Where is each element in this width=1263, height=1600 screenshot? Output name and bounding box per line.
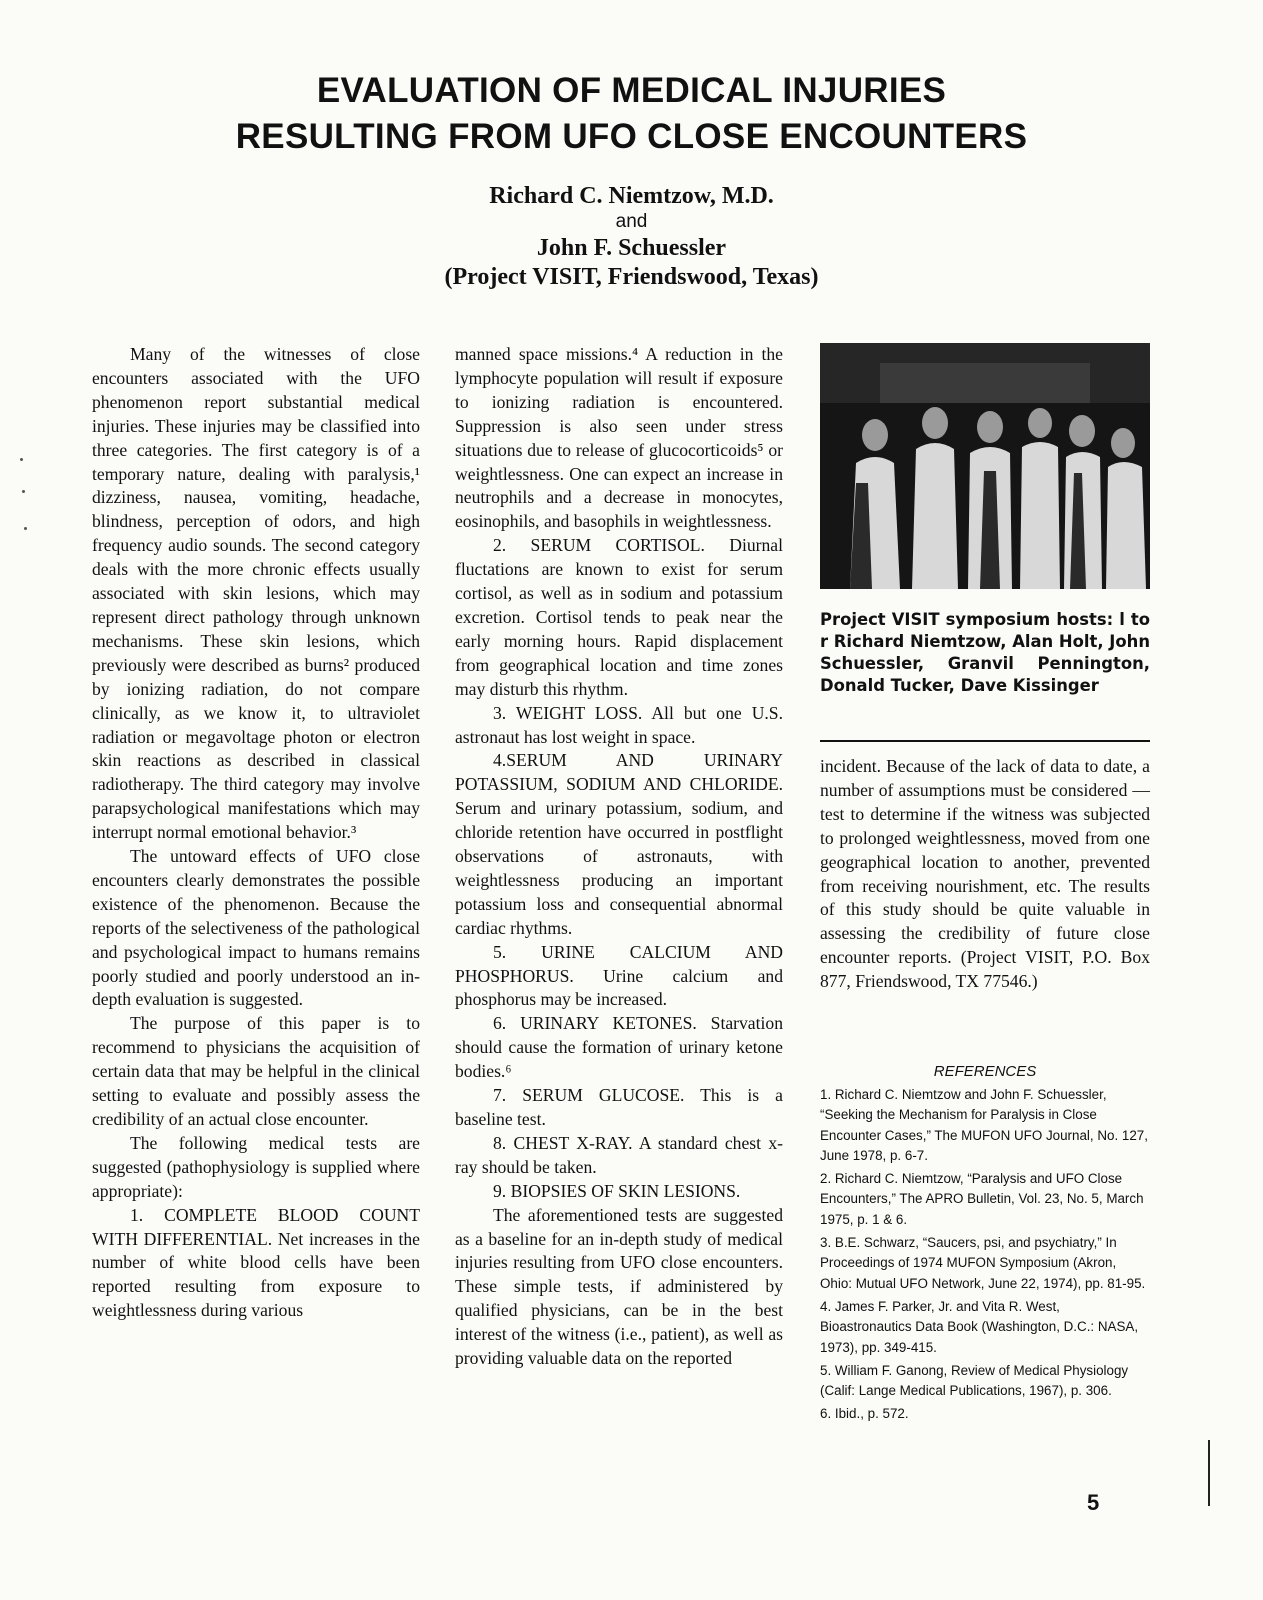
paragraph: 1. COMPLETE BLOOD COUNT WITH DIFFERENTIAL. Net increases in the number of white blood cells have been reported resulting from exposure to weightlessness during various	[92, 1204, 420, 1321]
paragraph: The untoward effects of UFO close encounters clearly demonstrates the possible existence of the phenomenon. Because the reports of the selectiveness of the pathological and psychological impact to humans remains poorly studied and poorly understood an in-depth evaluation is suggested.	[92, 846, 420, 1010]
author-1: Richard C. Niemtzow, M.D.	[489, 183, 774, 209]
paragraph: 3. WEIGHT LOSS. All but one U.S. astronaut has lost weight in space.	[455, 702, 783, 747]
group-photo	[820, 343, 1150, 589]
paragraph: 4.SERUM AND URINARY POTASSIUM, SODIUM AND CHLORIDE. Serum and urinary potassium, sodium, and chloride retention have occurred in postflight observations of astronauts, with weightlessness producing an important potassium loss and consequential abnormal cardiac rhythms.	[455, 750, 783, 938]
title-line-2: RESULTING FROM UFO CLOSE ENCOUNTERS	[235, 117, 1028, 156]
page-edge-mark	[1208, 1440, 1210, 1506]
reference-item: 3. B.E. Schwarz, “Saucers, psi, and psychiatry,” In Proceedings of 1974 MUFON Symposium (Akron, Ohio: Mutual UFO Network, June 22, 1974), pp. 81-95.	[820, 1235, 1146, 1291]
paragraph: 7. SERUM GLUCOSE. This is a baseline test.	[455, 1085, 783, 1129]
paragraph: incident. Because of the lack of data to date, a number of assumptions must be considered — test to determine if the witness was subjected to prolonged weightlessness, moved from one geographical location to another, prevented from receiving nourishment, etc. The results of this study should be quite valuable in assessing the credibility of future close encounter reports. (Project VISIT, P.O. Box 877, Friendswood, TX 77546.)	[820, 756, 1150, 992]
scan-speck	[20, 458, 23, 461]
title-line-1: EVALUATION OF MEDICAL INJURIES	[316, 71, 947, 110]
caption-divider	[820, 740, 1150, 742]
paragraph: 2. SERUM CORTISOL. Diurnal fluctations are known to exist for serum cortisol, as well as in sodium and potassium excretion. Cortisol tends to peak near the early morning hours. Rapid displacement from geographical location and time zones may disturb this rhythm.	[455, 535, 783, 699]
paragraph: The purpose of this paper is to recommend to physicians the acquisition of certain data that may be helpful in the clinical setting to evaluate and possibly assess the credibility of an actual close encounter.	[92, 1013, 420, 1129]
reference-item: 1. Richard C. Niemtzow and John F. Schuessler, “Seeking the Mechanism for Paralysis in Close Encounter Cases,” The MUFON UFO Journal, No. 127, June 1978, p. 6-7.	[820, 1087, 1148, 1163]
byline-and: and	[615, 211, 648, 232]
references-heading: REFERENCES	[933, 1063, 1037, 1080]
photo-caption: Project VISIT symposium hosts: l to r Richard Niemtzow, Alan Holt, John Schuessler, Granvil Pennington, Donald Tucker, Dave Kissinger	[820, 610, 1150, 695]
reference-item: 6. Ibid., p. 572.	[820, 1406, 909, 1422]
paragraph: 6. URINARY KETONES. Starvation should cause the formation of urinary ketone bodies.⁶	[455, 1013, 783, 1082]
column-3	[820, 755, 1150, 994]
reference-item: 2. Richard C. Niemtzow, “Paralysis and UFO Close Encounters,” The APRO Bulletin, Vol. 23, No. 5, March 1975, p. 1 & 6.	[820, 1171, 1144, 1227]
author-2: John F. Schuessler	[536, 235, 727, 261]
affiliation: (Project VISIT, Friendswood, Texas)	[444, 264, 819, 290]
paragraph: manned space missions.⁴ A reduction in the lymphocyte population will result if exposure to ionizing radiation is encountered. Suppression is also seen under stress situations due to release of glucocorticoids⁵ or weightlessness. One can expect an increase in neutrophils and a decrease in monocytes, eosinophils, and basophils in weightlessness.	[455, 344, 783, 532]
column-1	[92, 343, 420, 1323]
scan-speck	[24, 527, 27, 530]
article-title	[0, 68, 1263, 160]
paragraph: The following medical tests are suggested (pathophysiology is supplied where appropriate):	[92, 1132, 420, 1201]
reference-item: 4. James F. Parker, Jr. and Vita R. West, Bioastronautics Data Book (Washington, D.C.: NASA, 1973), pp. 349-415.	[820, 1298, 1139, 1355]
paragraph: 9. BIOPSIES OF SKIN LESIONS.	[493, 1180, 741, 1201]
paragraph: The aforementioned tests are suggested as a baseline for an in-depth study of medical injuries resulting from UFO close encounters. These simple tests, if administered by qualified physicians, can be in the best interest of the witness (i.e., patient), as well as providing valuable data on the reported	[455, 1204, 783, 1369]
references-list	[820, 1085, 1150, 1428]
paragraph: 5. URINE CALCIUM AND PHOSPHORUS. Urine calcium and phosphorus may be increased.	[455, 941, 783, 1010]
group-photo-image	[820, 343, 1150, 589]
paragraph: Many of the witnesses of close encounters associated with the UFO phenomenon report substantial medical injuries. These injuries may be classified into three categories. The first category is of a temporary nature, dealing with paralysis,¹ dizziness, nausea, vomiting, headache, blindness, perception of odors, and high frequency audio sounds. The second category deals with the more chronic effects usually associated with skin lesions, which may represent direct pathology through unknown mechanisms. These skin lesions, which previously were described as burns² produced by ionizing radiation, do not compare clinically, as we know it, to ultraviolet radiation or megavoltage photon or electron skin reactions as described in classical radiotherapy. The third category may involve parapsychological manifestations which may interrupt normal emotional behavior.³	[92, 344, 420, 843]
reference-item: 5. William F. Ganong, Review of Medical Physiology (Calif: Lange Medical Publications, 1967), p. 306.	[820, 1362, 1129, 1399]
paragraph: 8. CHEST X-RAY. A standard chest x-ray should be taken.	[455, 1132, 783, 1177]
column-2	[455, 343, 783, 1371]
scan-speck	[22, 490, 25, 493]
page-number: 5	[1087, 1490, 1100, 1515]
